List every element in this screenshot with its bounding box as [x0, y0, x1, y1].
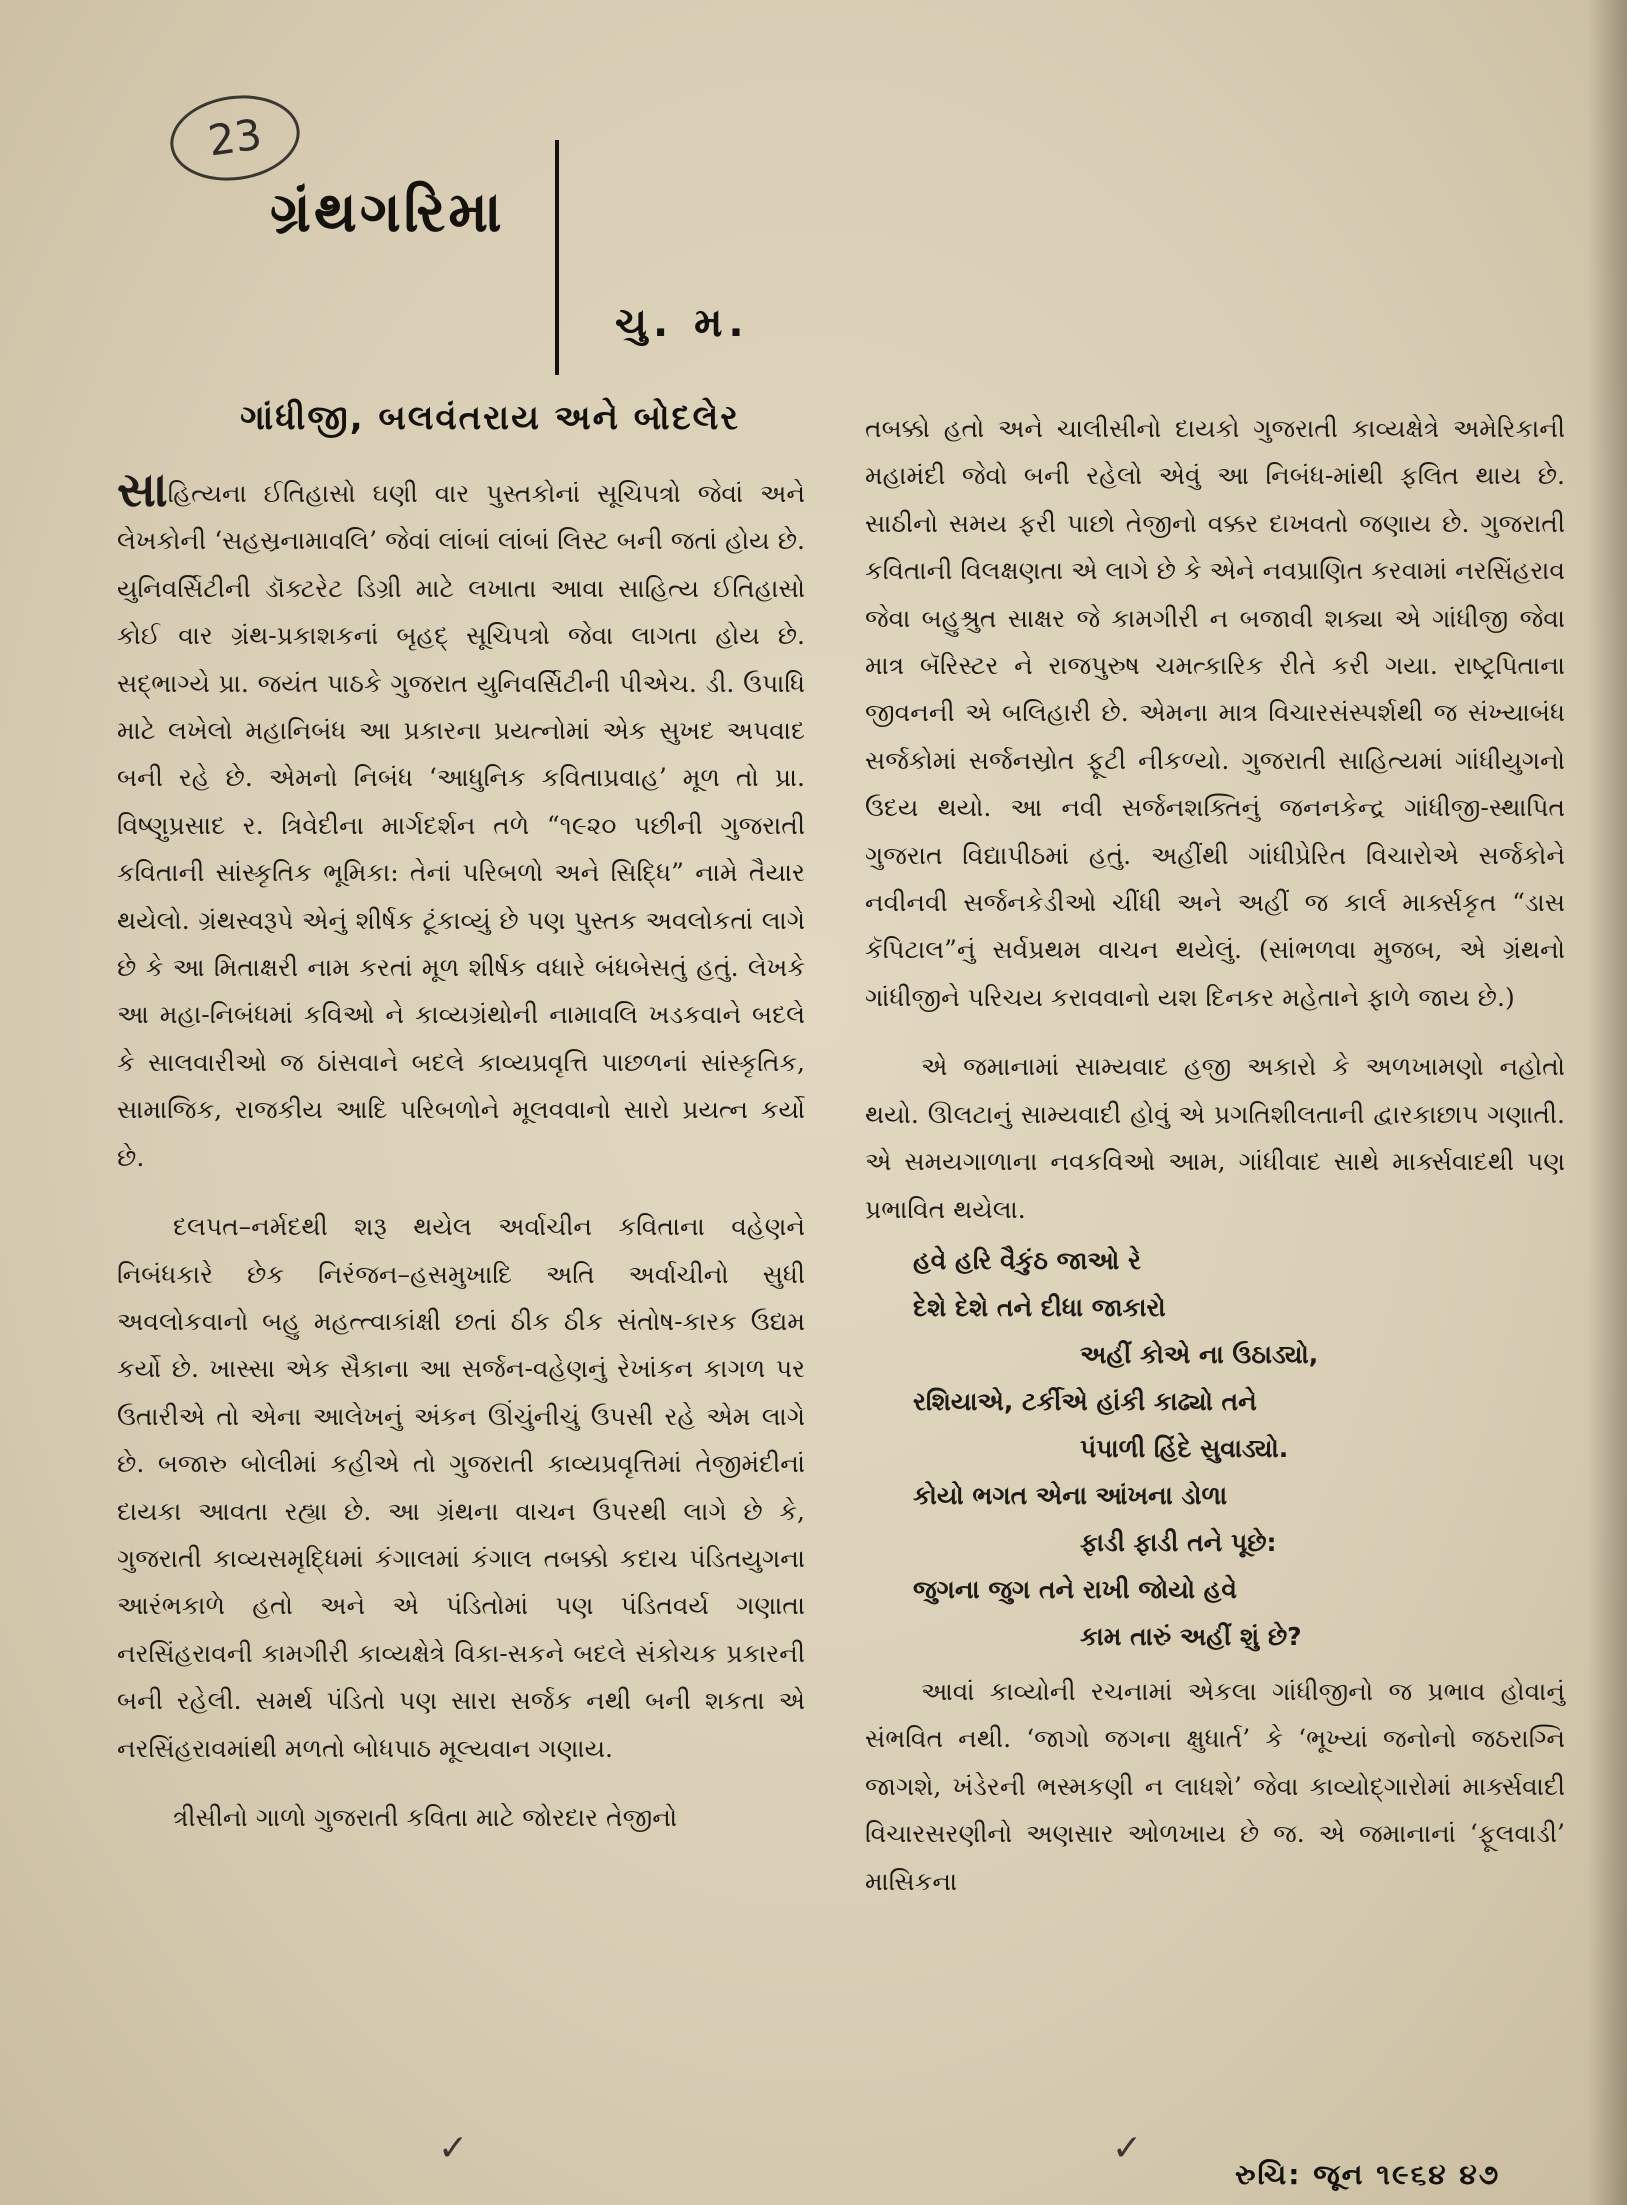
poem-line: અહીં કોએ ના ઉઠાડ્યો,	[1080, 1339, 1319, 1369]
handwritten-page-mark	[165, 87, 305, 188]
left-paragraph-3: ત્રીસીનો ગાળો ગુજરાતી કવિતા માટે જોરદાર તેજીનો	[173, 1802, 678, 1832]
right-column	[865, 405, 1565, 1905]
left-paragraph-1-text: હિત્યના ઈતિહાસો ઘણી વાર પુસ્તકોનાં સૂચિપત્રો જેવાં અને લેખકોની ‘સહસ્રનામાવલિ’ જેવાં લાંબાં લાંબાં લિસ્ટ બની જતાં હોય છે. યુનિવર્સિટીની ડૉક્ટરેટ ડિગ્રી માટે લખાતા આવા સાહિત્ય ઈતિહાસો કોઈ વાર ગ્રંથ-પ્રકાશકનાં બૃહદ્ સૂચિપત્રો જેવા લાગતા હોય છે. સદ્ભાગ્યે પ્રા. જયંત પાઠકે ગુજરાત યુનિવર્સિટીની પીએચ. ડી. ઉપાધિ માટે લખેલો મહાનિબંધ આ પ્રકારના પ્રયત્નોમાં એક સુખદ અપવાદ બની રહે છે. એમનો નિબંધ ‘આધુનિક કવિતાપ્રવાહ’ મૂળ તો પ્રા. વિષ્ણુપ્રસાદ ર. ત્રિવેદીના માર્ગદર્શન તળે “૧૯૨૦ પછીની ગુજરાતી કવિતાની સાંસ્કૃતિક ભૂમિકા: તેનાં પરિબળો અને સિદ્ધિ” નામે તૈયાર થયેલો. ગ્રંથસ્વરૂપે એનું શીર્ષક ટૂંકાવ્યું છે પણ પુસ્તક અવલોકતાં લાગે છે કે આ મિતાક્ષરી નામ કરતાં મૂળ શીર્ષક વધારે બંધબેસતું હતું. લેખકે આ મહા-નિબંધમાં કવિઓ ને કાવ્યગ્રંથોની નામાવલિ ખડકવાને બદલે કે સાલવારીઓ જ ઠાંસવાને બદલે કાવ્યપ્રવૃત્તિ પાછળનાં સાંસ્કૃતિક, સામાજિક, રાજકીય આદિ પરિબળોને મૂલવવાનો સારો પ્રયત્ન કર્યો છે.	[117, 479, 805, 1172]
poem-line: પંપાળી હિંદે સુવાડ્યો.	[1080, 1433, 1289, 1463]
poem-line: જુગના જુગ તને રાખી જોયો હવે	[913, 1574, 1237, 1604]
author-initials: ચુ. મ.	[615, 300, 750, 346]
article-title: ગાંધીજી, બલવંતરાય અને બોદલેર	[240, 398, 740, 438]
drop-cap: સા	[117, 462, 168, 518]
poem-line: કોયો ભગત એના આંખના ડોળા	[913, 1480, 1228, 1510]
left-paragraph-2: દલપત–નર્મદથી શરૂ થયેલ અર્વાચીન કવિતાના વહેણને નિબંધકારે છેક નિરંજન–હસમુખાદિ અતિ અર્વાચીનો સુધી અવલોકવાનો બહુ મહત્ત્વાકાંક્ષી છતાં ઠીક ઠીક સંતોષ-કારક ઉદ્યમ કર્યો છે. ખાસ્સા એક સૈકાના આ સર્જન-વહેણનું રેખાંકન કાગળ પર ઉતારીએ તો એના આલેખનું અંકન ઊંચુંનીચું ઉપસી રહે એમ લાગે છે. બજારુ બોલીમાં કહીએ તો ગુજરાતી કાવ્યપ્રવૃત્તિમાં તેજીમંદીનાં દાયકા આવતા રહ્યા છે. આ ગ્રંથના વાચન ઉપરથી લાગે છે કે, ગુજરાતી કાવ્યસમૃદ્ધિમાં કંગાલમાં કંગાલ તબક્કો કદાચ પંડિતયુગના આરંભકાળે હતો અને એ પંડિતોમાં પણ પંડિતવર્ય ગણાતા નરસિંહરાવની કામગીરી કાવ્યક્ષેત્રે વિકા-સકને બદલે સંકોચક પ્રકારની બની રહેલી. સમર્થ પંડિતો પણ સારા સર્જક નથી બની શકતા એ નરસિંહરાવમાંથી મળતો બોધપાઠ મૂલ્યવાન ગણાય.	[117, 1212, 805, 1763]
left-paragraph-1	[117, 462, 805, 1181]
poem-line: રશિયાએ, ટર્કીએ હાંકી કાઢ્યો તને	[913, 1386, 1257, 1416]
poem-line: દેશે દેશે તને દીધા જાકારો	[913, 1292, 1166, 1322]
right-paragraph-3: આવાં કાવ્યોની રચનામાં એકલા ગાંધીજીનો જ પ્રભાવ હોવાનું સંભવિત નથી. ‘જાગો જગના ક્ષુધાર્ત’ કે ‘ભૂખ્યાં જનોનો જઠરાગ્નિ જાગશે, ખંડેરની ભસ્મકણી ન લાધશે’ જેવા કાવ્યોદ્ગારોમાં માર્ક્સવાદી વિચારસરણીનો અણસાર ઓળખાય છે જ. એ જમાનાનાં ‘ફૂલવાડી’ માસિકના	[865, 1676, 1565, 1896]
right-paragraph-2: એ જમાનામાં સામ્યવાદ હજી અકારો કે અળખામણો નહોતો થયો. ઊલટાનું સામ્યવાદી હોવું એ પ્રગતિશીલતાની દ્વારકાછાપ ગણાતી. એ સમયગાળાના નવકવિઓ આમ, ગાંધીવાદ સાથે માર્ક્સવાદથી પણ પ્રભાવિત થયેલા.	[865, 1052, 1565, 1224]
poem-line: કામ તારું અહીં શું છે?	[1080, 1621, 1302, 1651]
left-column	[117, 462, 805, 1841]
poem-quote	[865, 1237, 1565, 1660]
page-footer: રુચિ: જૂન ૧૯૬૪ ૪૭	[1235, 2158, 1501, 2191]
section-title: ગ્રંથગરિમા	[270, 180, 505, 245]
page-edge-shadow	[1587, 0, 1627, 2205]
handwritten-tick-mark: ✓	[438, 2128, 469, 2169]
poem-line: હવે હરિ વૈકુંઠ જાઓ રે	[913, 1245, 1141, 1275]
title-divider	[555, 140, 559, 375]
handwritten-tick-mark: ✓	[1112, 2128, 1143, 2169]
right-paragraph-1: તબક્કો હતો અને ચાલીસીનો દાયકો ગુજરાતી કાવ્યક્ષેત્રે અમેરિકાની મહામંદી જેવો બની રહેલો એવું આ નિબંધ-માંથી ફલિત થાય છે. સાઠીનો સમય ફરી પાછો તેજીનો વક્કર દાખવતો જણાય છે. ગુજરાતી કવિતાની વિલક્ષણતા એ લાગે છે કે એને નવપ્રાણિત કરવામાં નરસિંહરાવ જેવા બહુશ્રુત સાક્ષર જે કામગીરી ન બજાવી શક્યા એ ગાંધીજી જેવા માત્ર બૅરિસ્ટર ને રાજપુરુષ ચમત્કારિક રીતે કરી ગયા. રાષ્ટ્રપિતાના જીવનની એ બલિહારી છે. એમના માત્ર વિચારસંસ્પર્શથી જ સંખ્યાબંધ સર્જકોમાં સર્જનસ્રોત ફૂટી નીકળ્યો. ગુજરાતી સાહિત્યમાં ગાંધીયુગનો ઉદય થયો. આ નવી સર્જનશક્તિનું જનનકેન્દ્ર ગાંધીજી-સ્થાપિત ગુજરાત વિદ્યાપીઠમાં હતું. અહીંથી ગાંધીપ્રેરિત વિચારોએ સર્જકોને નવીનવી સર્જનકેડીઓ ચીંધી અને અહીં જ કાર્લ માર્ક્સકૃત “ડાસ કૅપિટાલ”નું સર્વપ્રથમ વાચન થયેલું. (સાંભળવા મુજબ, એ ગ્રંથનો ગાંધીજીને પરિચય કરાવવાનો યશ દિનકર મહેતાને ફાળે જાય છે.)	[865, 414, 1565, 1012]
poem-line: ફાડી ફાડી તને પૂછે:	[1080, 1527, 1277, 1557]
page-mark-text: 23	[205, 109, 265, 166]
